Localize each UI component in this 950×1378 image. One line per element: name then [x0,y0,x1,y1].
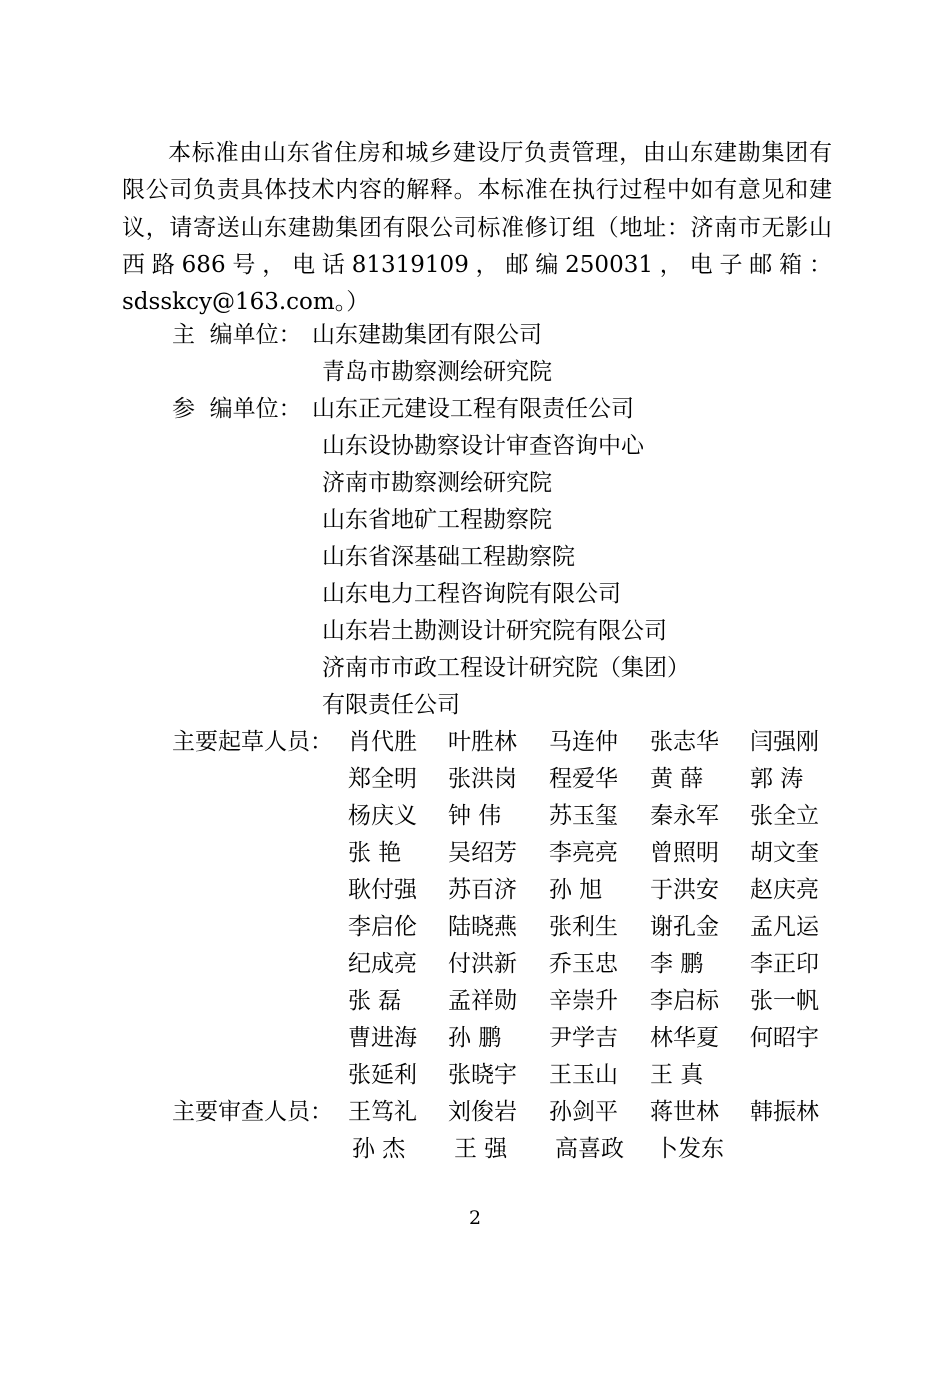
participating-unit: 济南市市政工程设计研究院（集团） [322,655,690,681]
drafter-name: 张全立 [750,803,819,829]
participating-unit: 山东电力工程咨询院有限公司 [322,581,621,607]
page-number: 2 [468,1207,482,1229]
drafter-name: 张晓宇 [448,1062,517,1088]
drafter-name: 杨庆义 [348,803,417,829]
drafter-name: 林华夏 [650,1025,719,1051]
chief-unit: 青岛市勘察测绘研究院 [322,359,552,385]
drafter-name: 李启伦 [348,914,417,940]
reviewer-name: 孙剑平 [549,1099,618,1125]
drafter-name: 陆晓燕 [448,914,517,940]
drafter-name: 郑全明 [348,766,417,792]
reviewers-label: 主要审查人员： [172,1099,333,1125]
reviewer-name: 孙 杰 [352,1136,406,1162]
drafter-name: 于洪安 [650,877,719,903]
drafter-name: 李 鹏 [650,951,704,977]
drafter-name: 张洪岗 [448,766,517,792]
drafter-name: 郭 涛 [750,766,804,792]
chief-units-label: 主 编单位： [172,322,302,348]
drafter-name: 秦永军 [650,803,719,829]
participating-units-label: 参 编单位： [172,396,302,422]
participating-unit: 有限责任公司 [322,692,460,718]
drafter-name: 曾照明 [650,840,719,866]
drafter-name: 王 真 [650,1062,704,1088]
drafter-name: 黄 薛 [650,766,704,792]
participating-unit: 山东省地矿工程勘察院 [322,507,552,533]
drafter-name: 苏玉玺 [549,803,618,829]
drafter-name: 王玉山 [549,1062,618,1088]
reviewer-name: 王笃礼 [348,1099,417,1125]
participating-unit: 济南市勘察测绘研究院 [322,470,552,496]
drafter-name: 张 艳 [348,840,402,866]
drafter-name: 程爱华 [549,766,618,792]
participating-unit: 山东正元建设工程有限责任公司 [312,396,634,422]
drafter-name: 孙 鹏 [448,1025,502,1051]
drafter-name: 张一帆 [750,988,819,1014]
intro-paragraph: 本标准由山东省住房和城乡建设厅负责管理，由山东建勘集团有限公司负责具体技术内容的解释。本标准在执行过程中如有意见和建议，请寄送山东建勘集团有限公司标准修订组（地址：济南市无影山西路686号，电话81319109，邮编250031，电子邮箱：sdsskcy@163.com。） [122,140,832,316]
drafter-name: 闫强刚 [750,729,819,755]
participating-unit: 山东岩土勘测设计研究院有限公司 [322,618,667,644]
reviewer-name: 卜发东 [655,1136,724,1162]
drafter-name: 何昭宇 [750,1025,819,1051]
reviewer-name: 王 强 [454,1136,508,1162]
drafter-name: 曹进海 [348,1025,417,1051]
drafter-name: 孙 旭 [549,877,603,903]
drafter-name: 张 磊 [348,988,402,1014]
drafter-name: 叶胜林 [448,729,517,755]
drafter-name: 肖代胜 [348,729,417,755]
drafter-name: 苏百济 [448,877,517,903]
participating-unit: 山东省深基础工程勘察院 [322,544,575,570]
drafter-name: 谢孔金 [650,914,719,940]
drafter-name: 张延利 [348,1062,417,1088]
drafter-name: 纪成亮 [348,951,417,977]
drafter-name: 孟祥勋 [448,988,517,1014]
drafter-name: 张志华 [650,729,719,755]
drafters-label: 主要起草人员： [172,729,333,755]
drafter-name: 辛崇升 [549,988,618,1014]
reviewer-name: 刘俊岩 [448,1099,517,1125]
drafter-name: 李亮亮 [549,840,618,866]
drafter-name: 尹学吉 [549,1025,618,1051]
drafter-name: 吴绍芳 [448,840,517,866]
reviewer-name: 高喜政 [555,1136,624,1162]
drafter-name: 耿付强 [348,877,417,903]
drafter-name: 钟 伟 [448,803,502,829]
drafter-name: 李正印 [750,951,819,977]
chief-unit: 山东建勘集团有限公司 [312,322,542,348]
drafter-name: 张利生 [549,914,618,940]
reviewer-name: 蒋世林 [650,1099,719,1125]
drafter-name: 马连仲 [549,729,618,755]
drafter-name: 李启标 [650,988,719,1014]
reviewer-name: 韩振林 [750,1099,819,1125]
drafter-name: 乔玉忠 [549,951,618,977]
drafter-name: 赵庆亮 [750,877,819,903]
drafter-name: 孟凡运 [750,914,819,940]
participating-unit: 山东设协勘察设计审查咨询中心 [322,433,644,459]
drafter-name: 付洪新 [448,951,517,977]
drafter-name: 胡文奎 [750,840,819,866]
